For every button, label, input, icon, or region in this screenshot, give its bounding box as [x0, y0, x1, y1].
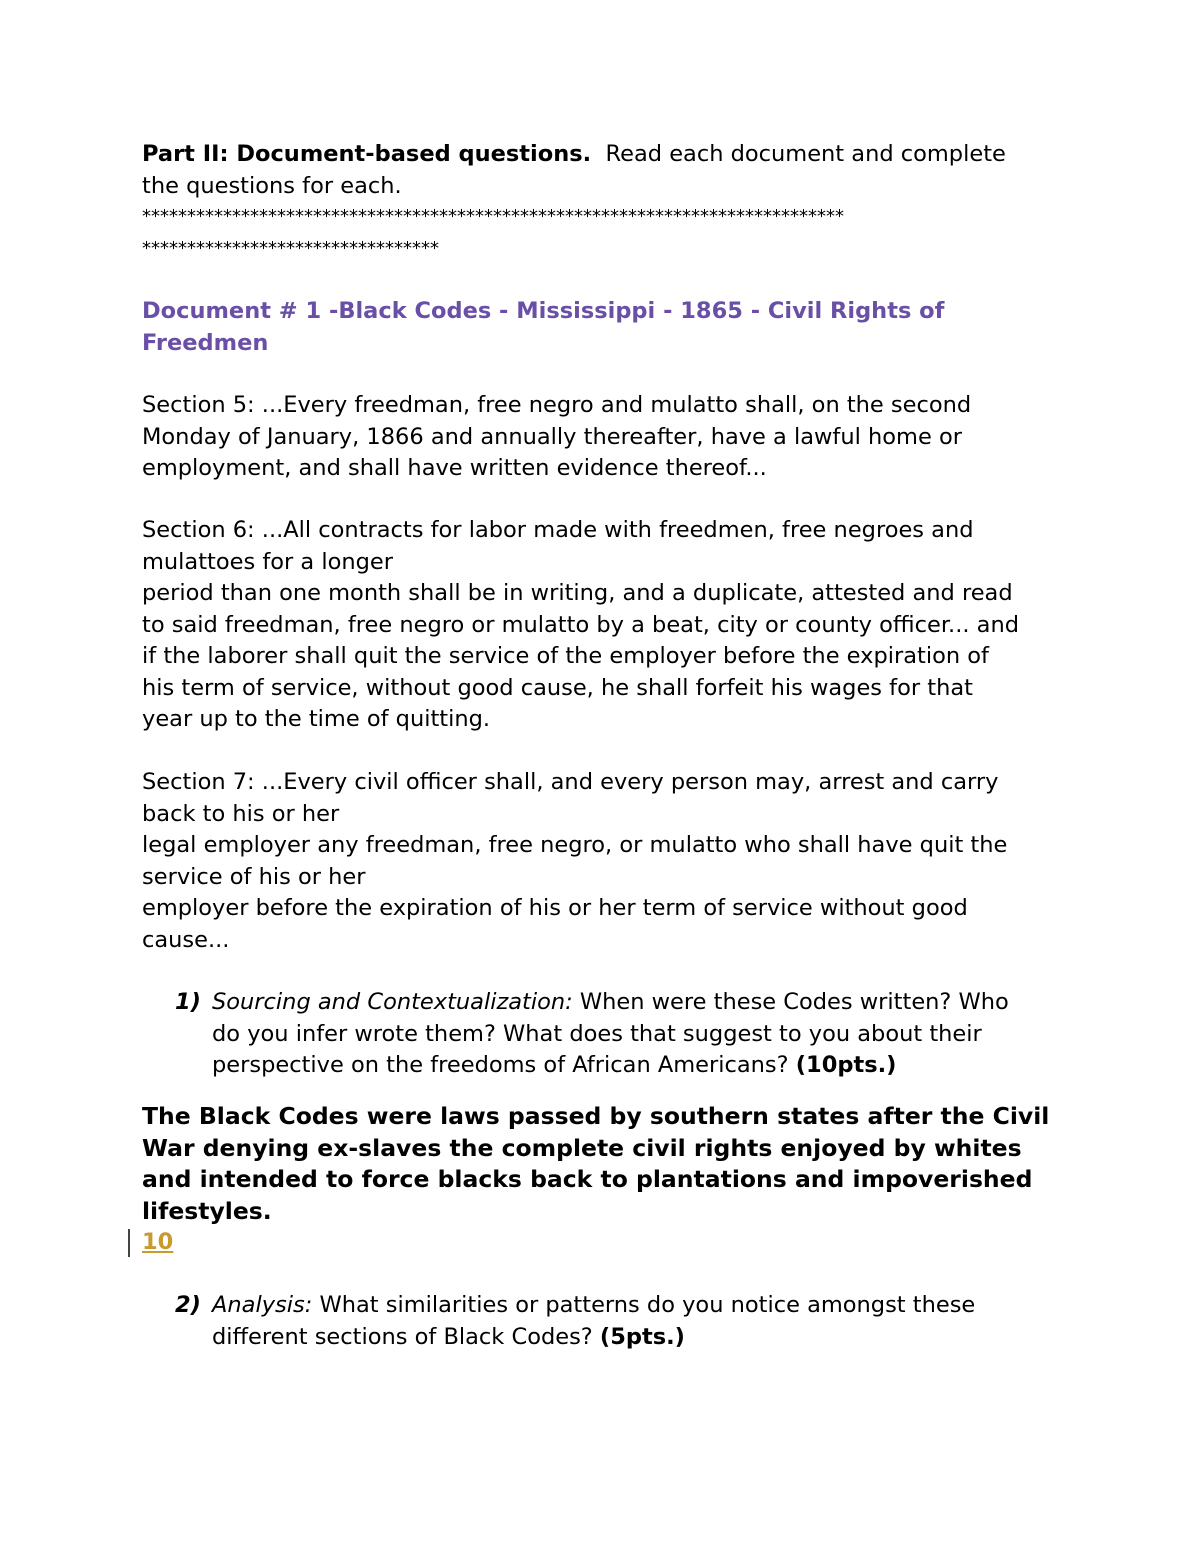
separator-stars — [142, 201, 1072, 264]
section-6-line: year up to the time of quitting. — [142, 706, 491, 732]
section-5-line: employment, and shall have written evidence thereof... — [142, 455, 767, 481]
question-2-points: (5pts.) — [599, 1323, 685, 1350]
question-1-text-3: perspective on the freedoms of African Americans? — [212, 1052, 789, 1078]
question-1 — [175, 987, 1075, 1082]
section-6-line: if the laborer shall quit the service of the employer before the expiration of — [142, 643, 989, 669]
answer-1-line: and intended to force blacks back to plantations and impoverished — [142, 1165, 1033, 1193]
instructions-text-2: the questions for each. — [142, 172, 402, 199]
text-cursor — [128, 1229, 130, 1257]
section-5-line: Section 5: ...Every freedman, free negro and mulatto shall, on the second — [142, 392, 972, 418]
question-2-number: 2) — [175, 1292, 201, 1318]
section-5 — [142, 390, 1072, 485]
document-title-line-2: Freedmen — [142, 329, 269, 356]
section-7-line: cause... — [142, 926, 230, 953]
answer-1-line: lifestyles. — [142, 1196, 272, 1225]
section-6 — [142, 515, 1072, 736]
question-2-text-2: different sections of Black Codes? — [212, 1323, 593, 1350]
part-title: Part II: Document-based questions. — [142, 141, 592, 167]
question-2 — [175, 1290, 1075, 1354]
score-value: 10 — [142, 1229, 174, 1255]
section-6-line: period than one month shall be in writing, and a duplicate, attested and read — [142, 580, 1013, 606]
question-1-body — [212, 987, 1072, 1082]
question-2-label: Analysis: — [212, 1292, 313, 1318]
section-5-line: Monday of January, 1866 and annually thereafter, have a lawful home or — [142, 423, 962, 450]
question-1-number: 1) — [175, 989, 201, 1015]
stars-line-1: ****************************************************************************** — [142, 206, 844, 227]
question-2-text: What similarities or patterns do you notice amongst these — [319, 1292, 976, 1318]
score-row — [142, 1227, 1072, 1259]
question-1-text: When were these Codes written? Who — [579, 989, 1009, 1015]
question-2-body — [212, 1290, 1072, 1353]
section-7 — [142, 767, 1072, 956]
section-7-line: back to his or her — [142, 800, 340, 827]
answer-1-line: War denying ex-slaves the complete civil rights enjoyed by whites — [142, 1133, 1022, 1162]
part-heading — [142, 139, 1072, 202]
section-6-line: mulattoes for a longer — [142, 548, 394, 575]
section-6-line: his term of service, without good cause, he shall forfeit his wages for that — [142, 674, 973, 701]
answer-1-line: The Black Codes were laws passed by southern states after the Civil — [142, 1102, 1050, 1130]
document-title-line-1: Document # 1 -Black Codes - Mississippi - 1865 - Civil Rights of — [142, 298, 945, 324]
section-6-line: to said freedman, free negro or mulatto by a beat, city or county officer... and — [142, 611, 1019, 638]
section-6-line: Section 6: ...All contracts for labor made with freedmen, free negroes and — [142, 517, 974, 543]
answer-1 — [142, 1101, 1072, 1227]
section-7-line: Section 7: ...Every civil officer shall, and every person may, arrest and carry — [142, 769, 999, 795]
question-1-text-2: do you infer wrote them? What does that suggest to you about their — [212, 1020, 982, 1047]
question-1-points: (10pts.) — [795, 1052, 897, 1078]
document-title — [142, 296, 1072, 359]
section-7-line: employer before the expiration of his or her term of service without good — [142, 895, 968, 921]
question-1-label: Sourcing and Contextualization: — [212, 989, 573, 1015]
stars-line-2: ********************************* — [142, 237, 439, 259]
instructions-text: Read each document and complete — [605, 141, 1006, 167]
section-7-line: service of his or her — [142, 863, 366, 890]
section-7-line: legal employer any freedman, free negro, or mulatto who shall have quit the — [142, 832, 1008, 858]
